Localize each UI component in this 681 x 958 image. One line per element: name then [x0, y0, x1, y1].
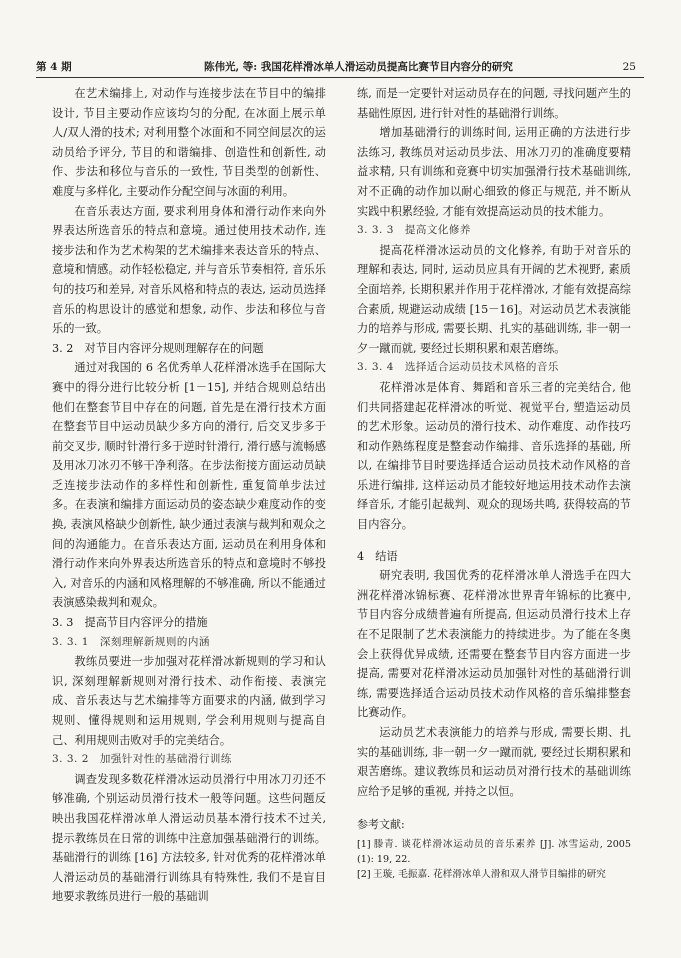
paragraph: 花样滑冰是体育、舞蹈和音乐三者的完美结合, 他们共同搭建起花样滑冰的听觉、视觉平台, 塑造运动员的艺术形象。运动员的滑行技术、动作难度、动作技巧和动作熟练程度是整套动作编排、音乐选择的基础, 所以, 在编排节目时要选择适合运动员技术动作风格的音乐进行编排, 这样运动员才能较好地运用技术动作去演绎音乐, 才能引起裁判、观众的现场共鸣, 获得较高的节目内容分。 — [357, 380, 631, 532]
section-heading: 3. 2 对节目内容评分规则理解存在的问题 — [52, 341, 264, 355]
right-column — [357, 84, 631, 882]
paragraph: 增加基础滑行的训练时间, 运用正确的方法进行步法练习, 教练员对运动员步法、用冰刀刃的准确度要精益求精, 只有训练和竞赛中切实加强滑行技术基础训练, 对不正确的动作加以耐心细致的修正与规范, 并不断从实践中积累经验, 才能有效提高运动员的技术能力。 — [357, 126, 631, 218]
references-heading: 参考文献: — [357, 818, 405, 832]
reference-text: 滕青. 谈花样滑冰运动员的音乐素养 [J]. 冰雪运动, 2005 (1): 19, 22. — [357, 838, 631, 865]
reference-number: [1] — [357, 838, 371, 850]
reference-item — [357, 867, 631, 882]
subsection-heading: 3. 3. 3 提高文化修养 — [357, 224, 471, 237]
paragraph: 教练员要进一步加强对花样滑冰新规则的学习和认识, 深刻理解新规则对滑行技术、动作衔接、表演完成、音乐表达与艺术编排等方面要求的内涵, 做到学习规则、懂得规则和运用规则, 学会利用规则与提高自己、利用规则击败对手的完美结合。 — [52, 655, 326, 747]
running-title: 陈伟光, 等: 我国花样滑冰单人滑运动员提高比赛节目内容分的研究 — [204, 61, 513, 73]
left-column — [52, 84, 326, 907]
issue-number: 第 4 期 — [36, 61, 72, 73]
paragraph: 提高花样滑冰运动员的文化修养, 有助于对音乐的理解和表达, 同时, 运动员应具有开阔的艺术视野, 素质全面培养, 长期积累并作用于花样滑冰, 才能有效提高综合素质, 规避运动成绩 [15－16]。对运动员艺术表演能力的培养与形成, 需要长期、扎实的基础训练, 非一朝一夕一蹴而就, 要经过长期积累和艰苦磨练。 — [357, 243, 631, 355]
header-rule — [36, 77, 644, 78]
subsection-heading: 3. 3. 1 深刻理解新规则的内涵 — [52, 635, 210, 648]
reference-number: [2] — [357, 868, 371, 880]
reference-item — [357, 837, 631, 867]
paragraph: 通过对我国的 6 名优秀单人花样滑冰选手在国际大赛中的得分进行比较分析 [1－15], 并结合规则总结出他们在整套节目中存在的问题, 首先是在滑行技术方面在整套节目中运动员缺少多方向的滑行, 后交叉步多于前交叉步, 顺时针滑行多于逆时针滑行, 滑行感与流畅感及用冰刀冰刃不够干净利落。在步法衔接方面运动员缺乏连接步法动作的多样性和创新性, 重复简单步法过多。在表演和编排方面运动员的姿态缺少难度动作的变换, 表演风格缺少创新性, 缺少通过表演与裁判和观众之间的沟通能力。在音乐表达方面, 运动员在利用身体和滑行动作来向外界表达所选音乐的特点和意境时不够投入, 对音乐的内涵和风格理解的不够准确, 所以不能通过表演感染裁判和观众。 — [52, 361, 326, 610]
paragraph: 研究表明, 我国优秀的花样滑冰单人滑选手在四大洲花样滑冰锦标赛、花样滑冰世界青年锦标的比赛中, 节目内容分成绩普遍有所提高, 但运动员滑行技术上存在不足限制了艺术表演能力的持续进步。为了能在冬奥会上获得优异成绩, 还需要在整套节目内容方面进一步提高, 需要对花样滑冰运动员加强针对性的基础滑行训练, 需要选择适合运动员技术动作风格的音乐编排整套比赛动作。 — [357, 569, 631, 720]
reference-text: 王璇, 毛振嘉. 花样滑冰单人滑和双人滑节目编排的研究 — [373, 868, 606, 880]
paragraph: 调查发现多数花样滑冰运动员滑行中用冰刀刃还不够准确, 个别运动员滑行技术一般等问题。这些问题反映出我国花样滑冰单人滑运动员基本滑行技术不过关, 提示教练员在日常的训练中注意加强基础滑行的训练。基础滑行的训练 [16] 方法较多, 针对优秀的花样滑冰单人滑运动员的基础滑行训练具有特殊性, 我们不是盲目地要求教练员进行一般的基础训 — [52, 772, 326, 904]
paragraph: 运动员艺术表演能力的培养与形成, 需要长期、扎实的基础训练, 非一朝一夕一蹴而就, 要经过长期积累和艰苦磨练。建议教练员和运动员对滑行技术的基础训练应给予足够的重视, 并持之以恒。 — [357, 726, 631, 798]
subsection-heading: 3. 3. 2 加强针对性的基础滑行训练 — [52, 753, 232, 766]
conclusion-heading: 4 结语 — [357, 549, 398, 563]
subsection-heading: 3. 3. 4 选择适合运动员技术风格的音乐 — [357, 361, 559, 374]
page-header — [36, 58, 644, 76]
paragraph: 在音乐表达方面, 要求利用身体和滑行动作来向外界表达所选音乐的特点和意境。通过使用技术动作, 连接步法和作为艺术构架的艺术编排来表达音乐的特点、意境和情感。动作轻松稳定, 并与音乐节奏相符, 音乐乐句的技巧和差异, 对音乐风格和特点的表达, 运动员选择音乐的构思设计的感觉和想象, 动作、步法和移位与音乐的一致。 — [52, 204, 326, 336]
paragraph: 在艺术编排上, 对动作与连接步法在节目中的编排设计, 节目主要动作应该均匀的分配, 在冰面上展示单人/双人滑的技术; 对利用整个冰面和不同空间层次的运动员给予评分, 节目的和谐编排、创造性和创新性, 动作、步法和移位与音乐的一致性, 节目类型的创新性、难度与多样化, 主要动作分配空间与冰面的利用。 — [52, 87, 326, 198]
page-number: 25 — [622, 61, 636, 73]
paragraph-continued: 练, 而是一定要针对运动员存在的问题, 寻找问题产生的基础性原因, 进行针对性的基础滑行训练。 — [357, 87, 631, 120]
section-heading: 3. 3 提高节目内容评分的措施 — [52, 616, 208, 630]
